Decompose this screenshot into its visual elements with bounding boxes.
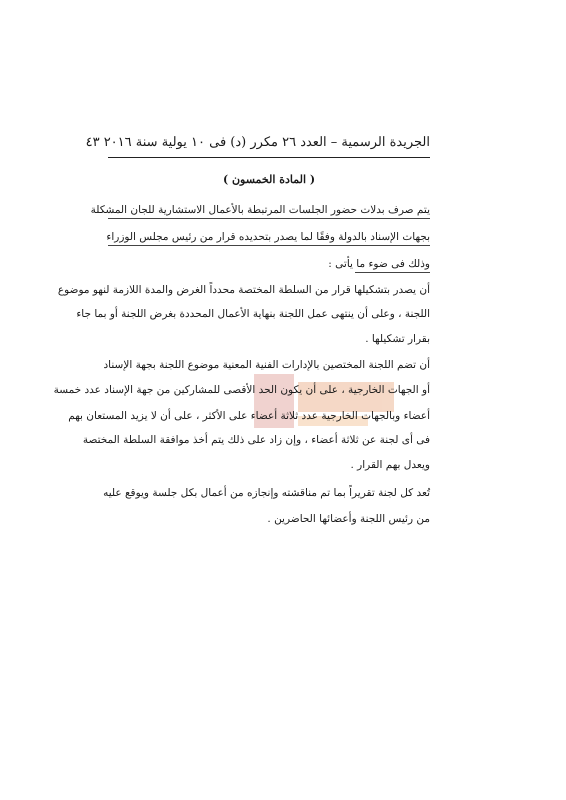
- text-line-9: أعضاء وبالجهات الخارجية عدد ثلاثة أعضاء على الأكثر ، على أن لا يزيد المستعان بهم: [68, 410, 430, 422]
- page-header: الجريدة الرسمية – العدد ٢٦ مكرر (د) فى ١٠ يولية سنة ٢٠١٦ ٤٣: [85, 135, 430, 150]
- text-line-12: تُعد كل لجنة تقريراً بما تم مناقشته وإنجازه من أعمال بكل جلسة ويوقع عليه: [103, 487, 430, 499]
- text-line-5: اللجنة ، وعلى أن ينتهى عمل اللجنة بنهاية الأعمال المحددة بغرض اللجنة أو بما جاء: [76, 308, 430, 320]
- underline-2: [108, 245, 430, 246]
- text-line-4: أن يصدر بتشكيلها قرار من السلطة المختصة محدداً الغرض والمدة اللازمة لنهو موضوع: [57, 284, 430, 296]
- text-line-13: من رئيس اللجنة وأعضائها الحاضرين .: [267, 513, 430, 525]
- underline-3: [355, 272, 430, 273]
- text-line-3: وذلك فى ضوء ما يأتى :: [328, 258, 430, 270]
- text-line-8: أو الجهات الخارجية ، على أن يكون الحد الأقصى للمشاركين من جهة الإسناد عدد خمسة: [53, 384, 430, 396]
- text-line-11: ويعدل بهم القرار .: [350, 459, 430, 471]
- text-line-2: بجهات الإسناد بالدولة وفقًا لما يصدر بتحديده قرار من رئيس مجلس الوزراء: [106, 231, 430, 243]
- article-title: ( المادة الخمسون ): [222, 173, 316, 186]
- header-rule: [108, 157, 430, 158]
- underline-1: [108, 218, 430, 219]
- text-line-10: فى أى لجنة عن ثلاثة أعضاء ، وإن زاد على ذلك يتم أخذ موافقة السلطة المختصة: [82, 434, 430, 446]
- text-line-1: يتم صرف بدلات حضور الجلسات المرتبطة بالأعمال الاستشارية للجان المشكلة: [90, 204, 430, 216]
- watermark-logo: [250, 368, 400, 434]
- text-line-6: بقرار تشكيلها .: [365, 333, 430, 345]
- text-line-7: أن تضم اللجنة المختصين بالإدارات الفنية المعنية موضوع اللجنة بجهة الإسناد: [103, 359, 430, 371]
